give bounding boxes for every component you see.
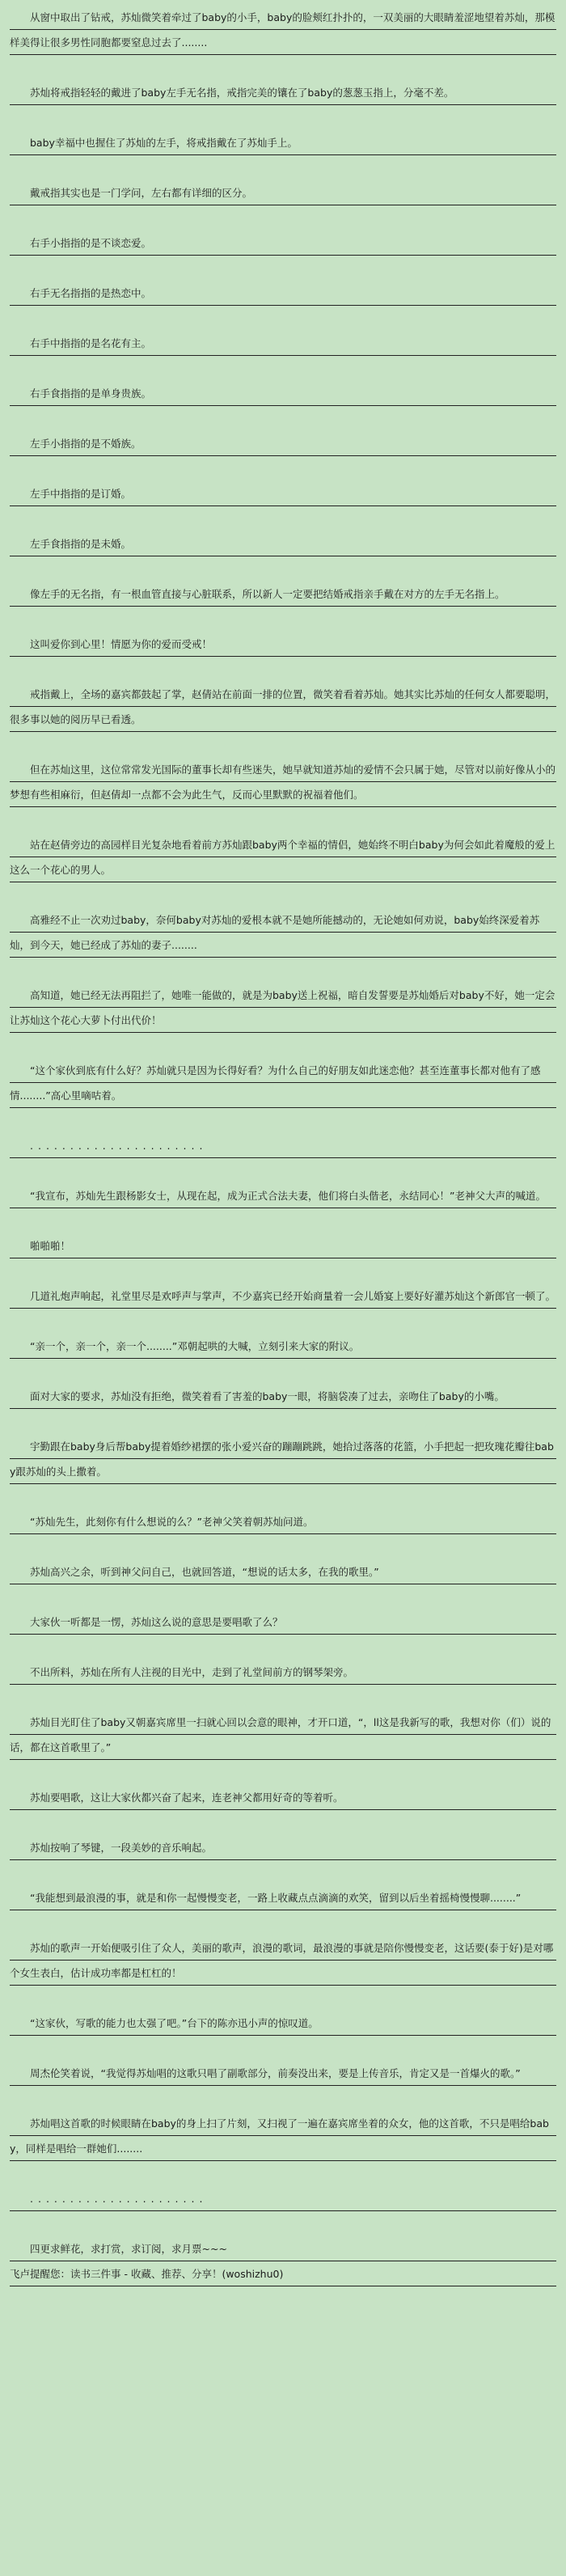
- paragraph: 从窗中取出了钻戒，苏灿微笑着牵过了baby的小手，baby的脸颊红扑扑的，一双美丽的大眼睛羞涩地望着苏灿，那模样美得让很多男性同胞都要窒息过去了........: [10, 5, 556, 55]
- paragraph: “这家伙，写歌的能力也太强了吧。”台下的陈亦迅小声的惊叹道。: [10, 2011, 556, 2036]
- paragraph: baby幸福中也握住了苏灿的左手，将戒指戴在了苏灿手上。: [10, 130, 556, 155]
- paragraph: 高雅经不止一次劝过baby，奈何baby对苏灿的爱根本就不是她所能撼动的，无论她如何劝说，baby始终深爱着苏灿，到今天，她已经成了苏灿的妻子........: [10, 907, 556, 958]
- paragraph: 高知道，她已经无法再阻拦了，她唯一能做的，就是为baby送上祝福，暗自发誓要是苏灿婚后对baby不好，她一定会让苏灿这个花心大萝卜付出代价！: [10, 983, 556, 1033]
- chapter-text: [10, 5, 556, 2286]
- paragraph: “亲一个，亲一个，亲一个........”邓朝起哄的大喊，立刻引来大家的附议。: [10, 1334, 556, 1359]
- paragraph: “苏灿先生，此刻你有什么想说的么？”老神父笑着朝苏灿问道。: [10, 1509, 556, 1534]
- paragraph: 戴戒指其实也是一门学问，左右都有详细的区分。: [10, 180, 556, 205]
- paragraph: 左手小指指的是不婚族。: [10, 431, 556, 456]
- paragraph: 右手中指指的是名花有主。: [10, 331, 556, 356]
- paragraph: 左手中指指的是订婚。: [10, 481, 556, 506]
- paragraph: 几道礼炮声响起，礼堂里尽是欢呼声与掌声，不少嘉宾已经开始商量着一会儿婚宴上要好好灌苏灿这个新郎官一顿了。: [10, 1284, 556, 1309]
- chapter-footer: 四更求鲜花，求打赏，求订阅，求月票~~~: [10, 2236, 556, 2261]
- separator-dots: ......................: [10, 2186, 556, 2211]
- paragraph: 苏灿按响了琴键，一段美妙的音乐响起。: [10, 1835, 556, 1860]
- paragraph: 右手食指指的是单身贵族。: [10, 381, 556, 406]
- site-notice: 飞卢提醒您：读书三件事 - 收藏、推荐、分享！(woshizhu0): [10, 2261, 556, 2286]
- paragraph: 但在苏灿这里，这位常常发光国际的董事长却有些迷失，她早就知道苏灿的爱情不会只属于她，尽管对以前好像从小的梦想有些相麻衍，但赵倩却一点都不会为此生气，反而心里默默的祝福着他们。: [10, 757, 556, 807]
- paragraph: 宇勤跟在baby身后帮baby提着婚纱裙摆的张小爱兴奋的蹦蹦跳跳，她拾过落落的花篮，小手把起一把玫瑰花瓣往baby跟苏灿的头上撒着。: [10, 1434, 556, 1484]
- paragraph: 像左手的无名指，有一根血管直接与心脏联系，所以新人一定要把结婚戒指亲手戴在对方的左手无名指上。: [10, 582, 556, 607]
- paragraph: 大家伙一听都是一愣，苏灿这么说的意思是要唱歌了么？: [10, 1609, 556, 1635]
- paragraph: 左手食指指的是未婚。: [10, 531, 556, 556]
- paragraph: 右手小指指的是不谈恋爱。: [10, 231, 556, 256]
- paragraph: 不出所料，苏灿在所有人注视的目光中，走到了礼堂间前方的钢琴架旁。: [10, 1660, 556, 1685]
- paragraph: 戒指戴上，全场的嘉宾都鼓起了掌，赵倩站在前面一排的位置，微笑着看着苏灿。她其实比苏灿的任何女人都要聪明，很多事以她的阅历早已看透。: [10, 682, 556, 732]
- paragraph: 苏灿高兴之余，听到神父问自己，也就回答道，“想说的话太多，在我的歌里。”: [10, 1559, 556, 1584]
- paragraph: 苏灿将戒指轻轻的戴进了baby左手无名指，戒指完美的镶在了baby的葱葱玉指上，分毫不差。: [10, 80, 556, 105]
- paragraph: 右手无名指指的是热恋中。: [10, 281, 556, 306]
- paragraph: “我宣布，苏灿先生跟杨影女士，从现在起，成为正式合法夫妻，他们将白头偕老，永结同心！”老神父大声的喊道。: [10, 1183, 556, 1208]
- paragraph: “这个家伙到底有什么好？苏灿就只是因为长得好看？为什么自己的好朋友如此迷恋他？甚至连董事长都对他有了感情........”高心里嘀咕着。: [10, 1058, 556, 1108]
- paragraph: 苏灿的歌声一开始便吸引住了众人，美丽的歌声，浪漫的歌词，最浪漫的事就是陪你慢慢变老，这话要(泰于好)是对哪个女生表白，估计成功率都是杠杠的！: [10, 1935, 556, 1986]
- paragraph: 苏灿唱这首歌的时候眼睛在baby的身上扫了片刻，又扫视了一遍在嘉宾席坐着的众女，他的这首歌，不只是唱给baby，同样是唱给一群她们........: [10, 2111, 556, 2161]
- paragraph: 苏灿目光盯住了baby又朝嘉宾席里一扫就心回以会意的眼神，才开口道，“，ll这是我新写的歌，我想对你（们）说的话，都在这首歌里了。”: [10, 1710, 556, 1760]
- paragraph: “我能想到最浪漫的事，就是和你一起慢慢变老，一路上收藏点点滴滴的欢笑，留到以后坐着摇椅慢慢聊........”: [10, 1885, 556, 1910]
- paragraph: 啪啪啪！: [10, 1233, 556, 1258]
- paragraph: 苏灿要唱歌，这让大家伙都兴奋了起来，连老神父都用好奇的等着听。: [10, 1785, 556, 1810]
- paragraph: 面对大家的要求，苏灿没有拒绝，微笑着看了害羞的baby一眼，将脑袋凑了过去，亲吻住了baby的小嘴。: [10, 1384, 556, 1409]
- paragraph: 周杰伦笑着说，“我觉得苏灿唱的这歌只唱了副歌部分，前奏没出来，要是上传音乐，肯定又是一首爆火的歌。”: [10, 2061, 556, 2086]
- paragraph: 这叫爱你到心里！情愿为你的爱而受戒！: [10, 632, 556, 657]
- paragraph: 站在赵倩旁边的高园样目光复杂地看着前方苏灿跟baby两个幸福的情侣，她始终不明白baby为何会如此着魔般的爱上这么一个花心的男人。: [10, 832, 556, 882]
- separator-dots: ......................: [10, 1133, 556, 1158]
